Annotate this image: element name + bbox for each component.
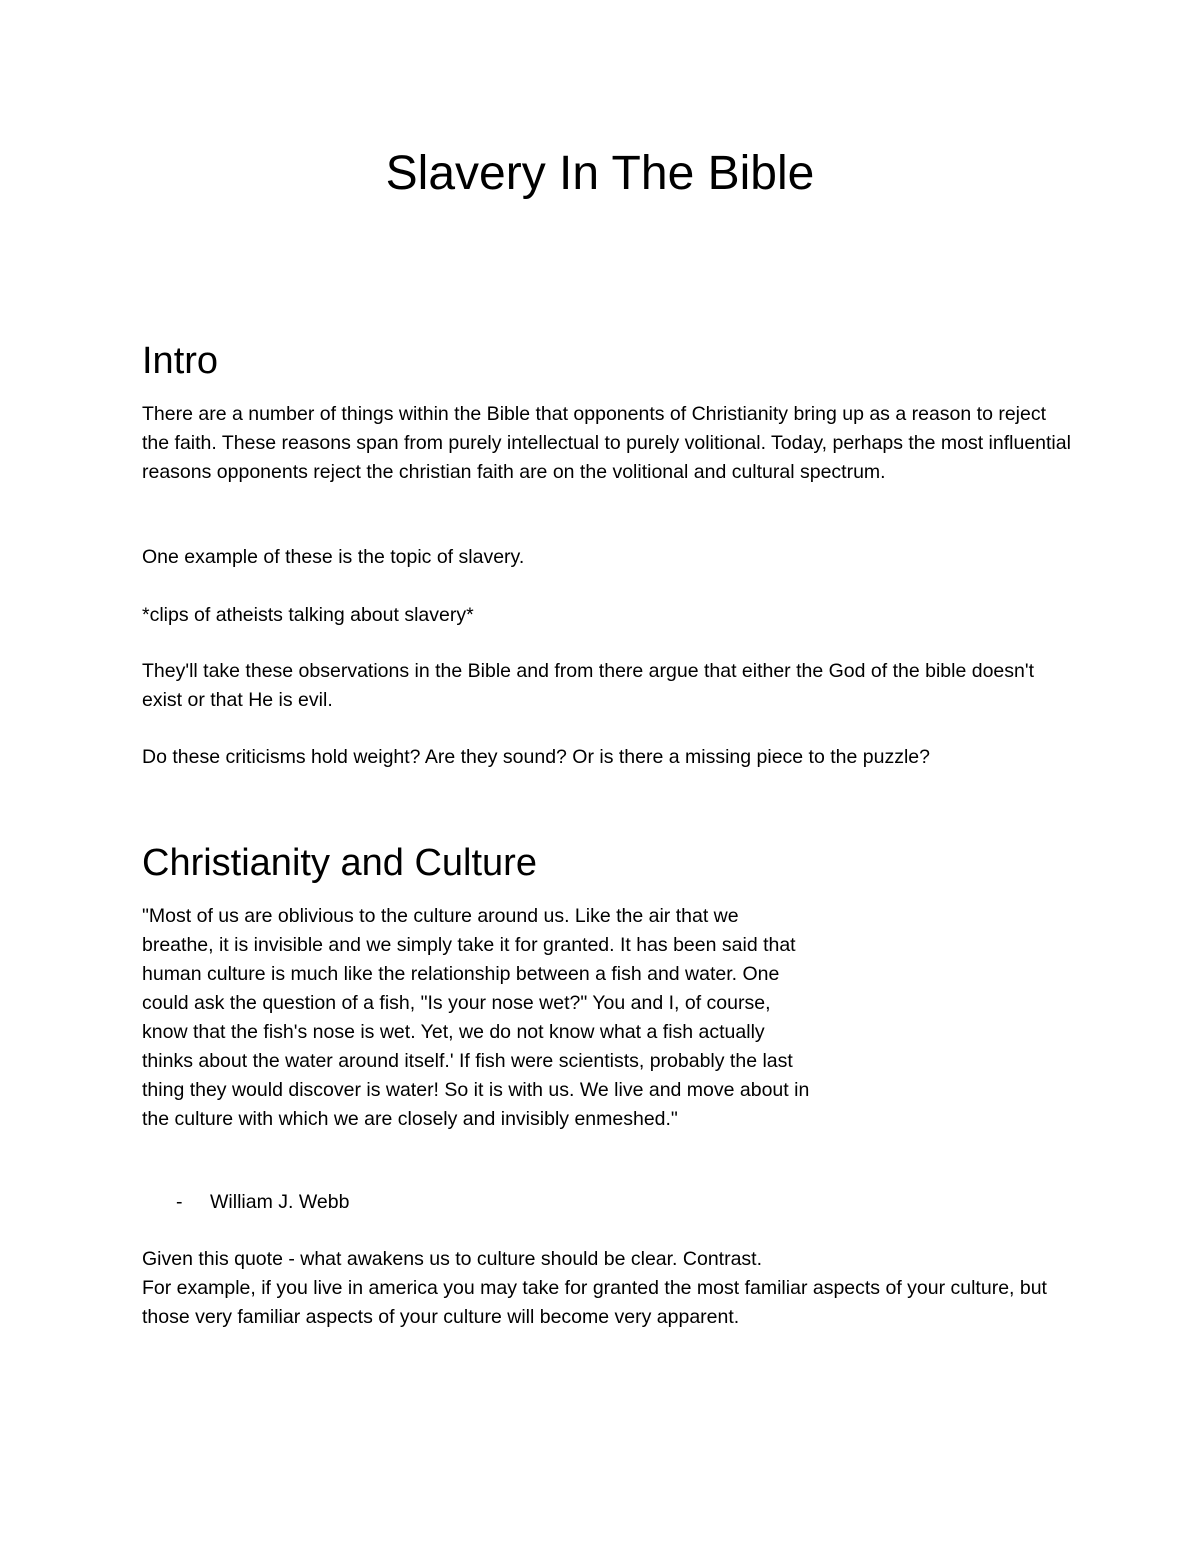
attribution-dash: -: [176, 1191, 183, 1213]
intro-paragraph: Do these criticisms hold weight? Are they sound? Or is there a missing piece to the puzzle?: [142, 746, 930, 768]
document-title: Slavery In The Bible: [385, 147, 815, 200]
intro-paragraph: *clips of atheists talking about slavery*: [142, 604, 474, 626]
culture-paragraph: Given this quote - what awakens us to culture should be clear. Contrast.: [142, 1248, 763, 1270]
attribution-author: William J. Webb: [210, 1191, 350, 1213]
culture-paragraph: For example, if you live in america you may take for granted the most familiar aspects of your culture, but those very familiar aspects of your culture will become very apparent.: [142, 1277, 1047, 1328]
section-heading-christianity-and-culture: Christianity and Culture: [142, 842, 537, 884]
quote-attribution: [142, 1188, 349, 1217]
intro-paragraph: They'll take these observations in the Bible and from there argue that either the God of the bible doesn't exist or that He is evil.: [142, 660, 1034, 711]
section-heading-intro: Intro: [142, 340, 219, 382]
block-quote: "Most of us are oblivious to the culture around us. Like the air that we breathe, it is invisible and we simply take it for granted. It has been said that human culture is much like the relationship between a fish and water. One could ask the question of a fish, "Is your nose wet?" You and I, of course, know that the fish's nose is wet. Yet, we do not know what a fish actually thinks about the water around itself.' If fish were scientists, probably the last thing they would discover is water! So it is with us. We live and move about in the culture with which we are closely and invisibly enmeshed.": [142, 905, 810, 1130]
intro-paragraph: There are a number of things within the Bible that opponents of Christianity bring up as a reason to reject the faith. These reasons span from purely intellectual to purely volitional. Today, perhaps the most influential reasons opponents reject the christian faith are on the volitional and cultural spectrum.: [142, 403, 1071, 483]
intro-paragraph: One example of these is the topic of slavery.: [142, 546, 525, 568]
